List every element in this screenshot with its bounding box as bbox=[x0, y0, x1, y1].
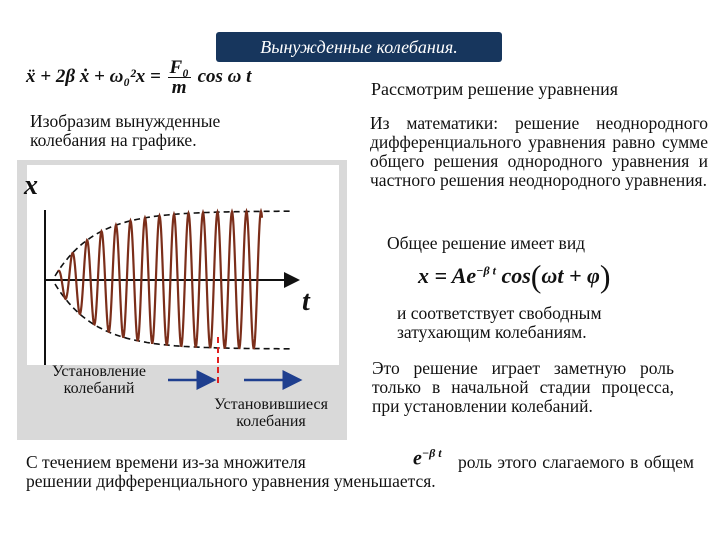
bottom-factor-base: e bbox=[413, 447, 422, 470]
y-axis-label: x bbox=[24, 170, 38, 201]
bottom-text-part2: роль этого слагаемого в общем решении дифференциального уравнения уменьшается. bbox=[26, 452, 694, 491]
right-heading: Рассмотрим решение уравнения bbox=[371, 79, 618, 99]
gs-lhs: x = Ae bbox=[418, 263, 477, 288]
bottom-factor-exp: −β t bbox=[421, 446, 442, 460]
equation-lhs: ẍ + 2β ẋ + ω₀²x = bbox=[26, 65, 161, 87]
gs-cos: cos bbox=[501, 263, 531, 288]
left-intro: Изобразим вынужденные колебания на графике. bbox=[30, 111, 221, 150]
free-damped-text: и соответствует свободным затухающим колебаниям. bbox=[397, 303, 602, 342]
gs-close-paren: ) bbox=[599, 258, 611, 294]
equation-rhs: cos ω t bbox=[197, 65, 252, 87]
gs-exp: −β t bbox=[476, 263, 496, 278]
gs-arg: ωt + φ bbox=[541, 263, 600, 288]
label-transient: Установление колебаний bbox=[51, 363, 146, 397]
x-axis-label: t bbox=[302, 286, 310, 317]
bottom-text-part1: С течением времени из-за множителя bbox=[26, 452, 306, 472]
equation-denominator: m bbox=[171, 77, 187, 98]
slide-title: Вынужденные колебания. bbox=[216, 32, 502, 62]
gs-open-paren: ( bbox=[530, 258, 542, 294]
equation-numerator: F₀ bbox=[169, 57, 189, 78]
role-text: Это решение играет заметную роль только в начальной стадии процесса, при установлении колебаний. bbox=[372, 358, 674, 416]
right-paragraph: Из математики: решение неоднородного дифференциального уравнения равно сумме общего решения однородного уравнения и частного решения неоднородного уравнения. bbox=[370, 113, 708, 190]
label-steady: Установившиеся колебания bbox=[214, 396, 328, 430]
general-solution-label: Общее решение имеет вид bbox=[387, 233, 586, 253]
